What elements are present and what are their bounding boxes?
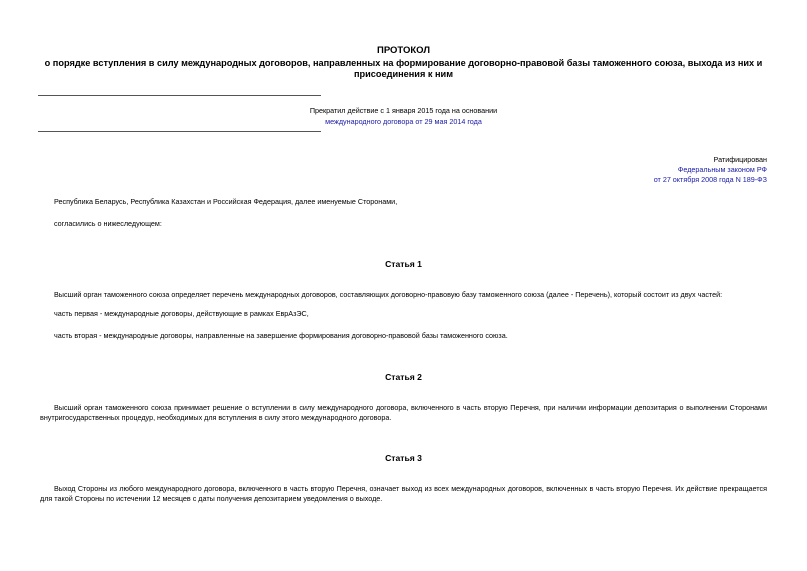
ratification-law-date-link[interactable]: от 27 октября 2008 года N 189-ФЗ <box>653 174 767 184</box>
article-1-paragraph-3: часть вторая - международные договоры, направленные на завершение формирования договорно-правовой базы таможенного союза. <box>54 331 508 340</box>
validity-note-text: Прекратил действие с 1 января 2015 года на основании <box>309 106 498 115</box>
article-3-paragraph-1: Выход Стороны из любого международного договора, включенного в часть вторую Перечня, означает выход из всех международных договоров, включенных в часть вторую Перечня. Их действие прекращается для такой Стороны по истечении 12 месяцев с даты получения депозитарием уведомления о выходе. <box>40 484 767 503</box>
article-1-heading: Статья 1 <box>385 259 422 269</box>
document-title: ПРОТОКОЛ <box>376 45 430 56</box>
article-1-paragraph-2: часть первая - международные договоры, действующие в рамках ЕврАзЭС, <box>54 309 309 318</box>
separator-top <box>38 95 321 96</box>
article-3-heading: Статья 3 <box>385 453 422 463</box>
article-1-paragraph-1: Высший орган таможенного союза определяет перечень международных договоров, составляющих договорно-правовую базу таможенного союза (далее - Перечень), который состоит из двух частей: <box>54 290 723 299</box>
ratification-law-link[interactable]: Федеральным законом РФ <box>677 164 767 174</box>
preamble-agreement: согласились о нижеследующем: <box>54 219 162 228</box>
separator-bottom <box>38 131 321 132</box>
ratification-label: Ратифицирован <box>713 155 767 164</box>
article-2-heading: Статья 2 <box>385 372 422 382</box>
validity-note-link[interactable]: международного договора от 29 мая 2014 года <box>325 117 482 126</box>
article-2-paragraph-1: Высший орган таможенного союза принимает решение о вступлении в силу международного договора, включенного в часть вторую Перечня, при наличии информации депозитария о выполнении Сторонами внутригосударственных процедур, необходимых для вступления в силу этого международного договора. <box>40 403 767 422</box>
ratification-block <box>467 155 767 184</box>
document-subtitle: о порядке вступления в силу международных договоров, направленных на формирование договорно-правовой базы таможенного союза, выхода из них и присоединения к ним <box>44 58 763 79</box>
preamble-paragraph: Республика Беларусь, Республика Казахстан и Российская Федерация, далее именуемые Сторонами, <box>54 197 398 206</box>
